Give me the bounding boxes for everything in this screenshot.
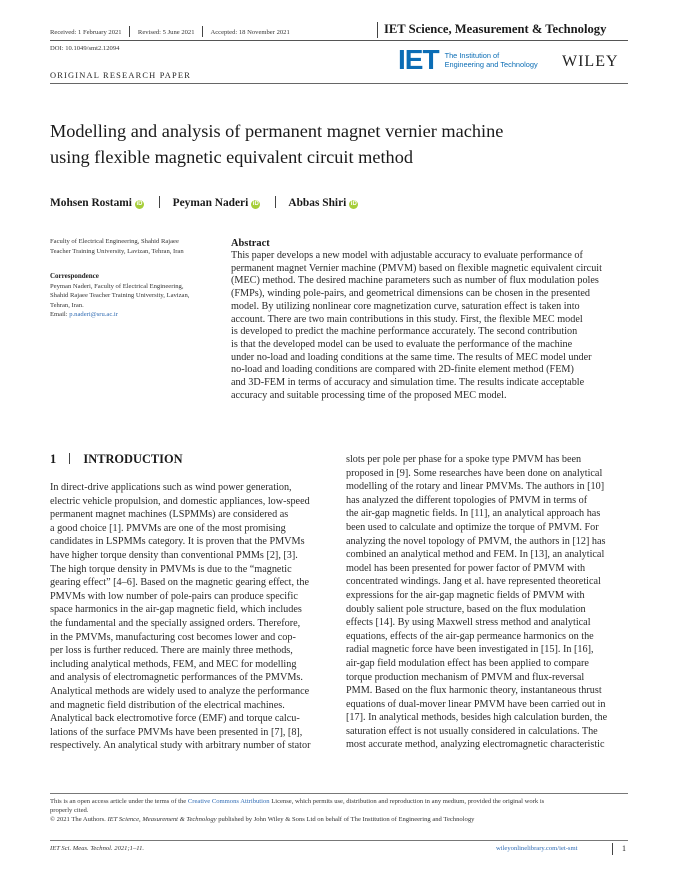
author-name[interactable]: Peyman Naderi	[172, 197, 249, 209]
text-line: a good choice [1]. PMVMs are one of the most promising	[50, 522, 286, 534]
copyright-line	[50, 815, 635, 824]
journal-url[interactable]: wileyonlinelibrary.com/iet-smt	[496, 845, 578, 852]
revised-date: Revised: 5 June 2021	[137, 29, 195, 36]
text-line: The high torque density in PMVMs is due to the “magnetic	[50, 563, 292, 575]
orcid-icon[interactable]: iD	[350, 201, 357, 207]
section-heading	[50, 452, 183, 467]
affiliation-line1: Faculty of Electrical Engineering, Shahid Rajaee	[50, 238, 179, 245]
text-line: lations of the surface PMVMs have been presented in [7], [8],	[50, 726, 303, 738]
abstract-line: is that the developed model can be used to evaluate the performance of the machine	[231, 338, 573, 350]
accepted-date: Accepted: 18 November 2021	[210, 29, 290, 36]
article-type: ORIGINAL RESEARCH PAPER	[50, 71, 191, 80]
text-line: torque production mechanism of PMVM and flux-reversal	[346, 671, 585, 683]
page-divider	[612, 843, 613, 855]
email-link[interactable]: p.naderi@sru.ac.ir	[69, 311, 118, 318]
iet-logo[interactable]	[398, 46, 538, 74]
text-line: concentrated windings. Jang et al. have represented theoretical	[346, 576, 601, 588]
abstract-line: is developed to predict the machine performance accurately. The second contribution	[231, 326, 578, 338]
text-line: including analytical methods, FEM, and MEC for modelling	[50, 658, 297, 670]
text-line: model has been presented for power factor of PMVM with	[346, 562, 586, 574]
abstract-heading: Abstract	[231, 238, 270, 249]
text-line: slots per pole per phase for a spoke type PMVM has been	[346, 454, 582, 465]
correspondence-email-row	[50, 310, 225, 320]
copyright-text: published by John Wiley & Sons Ltd on behalf of The Institution of Engineering and Technology	[216, 816, 475, 823]
affiliation	[50, 237, 220, 256]
text-line: been used to calculate and optimize the torque of PMVM. For	[346, 521, 599, 533]
text-line: space harmonics in the air-gap magnetic field, which includes	[50, 604, 302, 616]
text-line: respectively. An analytical study with arbitrary number of stator	[50, 740, 311, 752]
author-divider	[159, 196, 160, 208]
footer-rule	[50, 793, 628, 794]
text-line: the fundamental and the specially assigned orders. Therefore,	[50, 617, 301, 629]
header-rule	[50, 40, 628, 41]
text-line: electric vehicle propulsion, and domestic appliances, low-speed	[50, 495, 310, 507]
email-label: Email:	[50, 311, 70, 318]
copyright-text: © 2021 The Authors.	[50, 816, 108, 823]
affiliation-line2: Teacher Training University, Lavizan, Tehran, Iran	[50, 247, 184, 255]
copyright-journal: IET Science, Measurement & Technology	[107, 816, 217, 823]
text-line: expressions for the air-gap magnetic fields of PMVM with	[346, 589, 585, 601]
correspondence	[50, 272, 225, 320]
correspondence-line: Peyman Naderi, Faculty of Electrical Engineering,	[50, 282, 184, 290]
header-divider	[129, 26, 130, 37]
abstract	[231, 237, 629, 402]
abstract-line: model. By utilizing nonlinear core magnetization curve, saturation effect is taken into	[231, 300, 580, 312]
license-text: This is an open access article under the terms of the	[50, 798, 188, 805]
author-list	[50, 196, 358, 209]
wiley-logo[interactable]: WILEY	[562, 53, 619, 70]
citation: IET Sci. Meas. Technol. 2021;1–11.	[50, 845, 145, 852]
text-line: and analysis of electromagnetic performances of the PMVMs.	[50, 672, 303, 684]
abstract-line: This paper develops a new model with adjustable accuracy to evaluate performance of	[231, 250, 583, 261]
license-link[interactable]: Creative Commons Attribution	[187, 798, 270, 805]
text-line: PMVMs with low number of pole-pairs can produce specific	[50, 590, 298, 602]
text-line: equations of dual-mover linear PMVM have been carried out in	[346, 698, 606, 710]
text-line: has analyzed the different topologies of PMVM in terms of	[346, 494, 588, 506]
text-line: In direct-drive applications such as wind power generation,	[50, 482, 292, 493]
text-line: analyzing the novel topology of PMVM, the authors in [12] has	[346, 535, 606, 547]
license-line1	[50, 797, 635, 806]
intro-right-column	[346, 453, 628, 752]
header-dates	[50, 26, 380, 37]
article-type-rule	[50, 83, 628, 84]
text-line: candidates in LSPMMs category. It is proven that the PMVMs	[50, 536, 305, 548]
text-line: and magnetic field distribution of the electrical machines.	[50, 699, 285, 711]
orcid-icon[interactable]: iD	[252, 201, 259, 207]
correspondence-line: Shahid Rajaee Teacher Training University, Lavizan,	[50, 292, 190, 299]
license-text: License, which permits use, distribution and reproduction in any medium, provided the original work is	[269, 798, 545, 805]
correspondence-line: Tehran, Iran.	[50, 301, 84, 309]
text-line: gearing effect” [4–6]. Based on the magnetic gearing effect, the	[50, 577, 310, 589]
abstract-line: under no-load and loading conditions at the same time. The results of MEC model under	[231, 351, 592, 363]
paper-title-line1: Modelling and analysis of permanent magnet vernier machine	[50, 121, 504, 141]
text-line: combined an analytical method and FEM. In [13], an analytical	[346, 549, 605, 561]
text-line: have higher torque density than conventional PMMs [2], [3].	[50, 549, 298, 561]
header-divider	[202, 26, 203, 37]
license-line2: properly cited.	[50, 807, 89, 814]
paper-title-line2: using flexible magnetic equivalent circuit method	[50, 147, 413, 167]
section-divider	[69, 453, 70, 464]
abstract-line: account. There are two main contributions in this study. First, the flexible MEC model	[231, 313, 583, 325]
text-line: per loss is further reduced. There are mainly three methods,	[50, 645, 293, 657]
author-name[interactable]: Abbas Shiri	[288, 197, 347, 209]
text-line: radial magnetic force have been investigated in [15]. In [16],	[346, 644, 594, 656]
abstract-line: accuracy and suitable processing time of the proposed MEC model.	[231, 389, 507, 401]
correspondence-heading: Correspondence	[50, 272, 99, 280]
text-line: proposed in [9]. Some researches have been done on analytical	[346, 467, 603, 479]
text-line: PMM. Based on the flux harmonic theory, instantaneous thrust	[346, 685, 602, 697]
intro-left-column	[50, 481, 332, 753]
iet-logo-line1: The Institution of	[444, 51, 500, 60]
license-note	[50, 797, 635, 824]
text-line: effects [14]. By using Maxwell stress method and analytical	[346, 617, 591, 629]
iet-logo-line2: Engineering and Technology	[444, 60, 538, 69]
abstract-line: permanent magnet Vernier machine (PMVM) based on flexible magnetic equivalent circuit	[231, 262, 602, 274]
journal-name: IET Science, Measurement & Technology	[384, 22, 607, 36]
text-line: Analytical methods are widely used to analyze the performance	[50, 685, 310, 697]
doi[interactable]: DOI: 10.1049/smt2.12094	[50, 45, 120, 52]
author-name[interactable]: Mohsen Rostami	[50, 197, 132, 209]
text-line: doubly salient pole structure, based on the flux modulation	[346, 603, 586, 615]
section-number: 1	[50, 452, 57, 466]
text-line: equations, effects of the air-gap permeance harmonics on the	[346, 630, 594, 642]
text-line: Analytical back electromotive force (EMF) and torque calcu-	[50, 713, 300, 725]
text-line: [17]. In analytical methods, besides high calculation burden, the	[346, 712, 608, 724]
header-divider-journal	[377, 22, 378, 38]
text-line: in the PMVMs, manufacturing cost becomes lower and cop-	[50, 631, 296, 643]
text-line: saturation effect is not usually considered in calculations. The	[346, 725, 598, 737]
abstract-line: (FMPs), winding pole-pairs, and geometrical dimensions can be chosen in the presented	[231, 288, 591, 300]
section-title: INTRODUCTION	[83, 452, 183, 466]
text-line: most accurate method, analyzing electromagnetic characteristic	[346, 739, 605, 751]
text-line: the air-gap magnetic fields. In [11], an analytical approach has	[346, 508, 601, 520]
text-line: permanent magnet machines (LSPMMs) are considered as	[50, 509, 289, 521]
received-date: Received: 1 February 2021	[50, 29, 122, 36]
abstract-line: (MEC) method. The desired machine parameters such as number of flux modulation poles	[231, 275, 599, 287]
paper-title	[50, 118, 503, 170]
iet-logo-mark: IET	[398, 44, 439, 75]
iet-logo-text	[445, 51, 538, 69]
author-divider	[275, 196, 276, 208]
text-line: air-gap field modulation effect has been applied to compare	[346, 657, 589, 669]
abstract-line: no-load and loading conditions are compared with 2D-finite element method (FEM)	[231, 364, 574, 376]
text-line: modelling of the rotary and linear PMVMs. The authors in [10]	[346, 481, 605, 493]
page-number: 1	[622, 844, 626, 853]
abstract-body	[231, 250, 629, 402]
footer-bottom-rule	[50, 840, 628, 841]
abstract-line: and 3D-FEM in terms of accuracy and simulation time. The results indicate acceptable	[231, 377, 585, 389]
orcid-icon[interactable]: iD	[136, 201, 143, 207]
